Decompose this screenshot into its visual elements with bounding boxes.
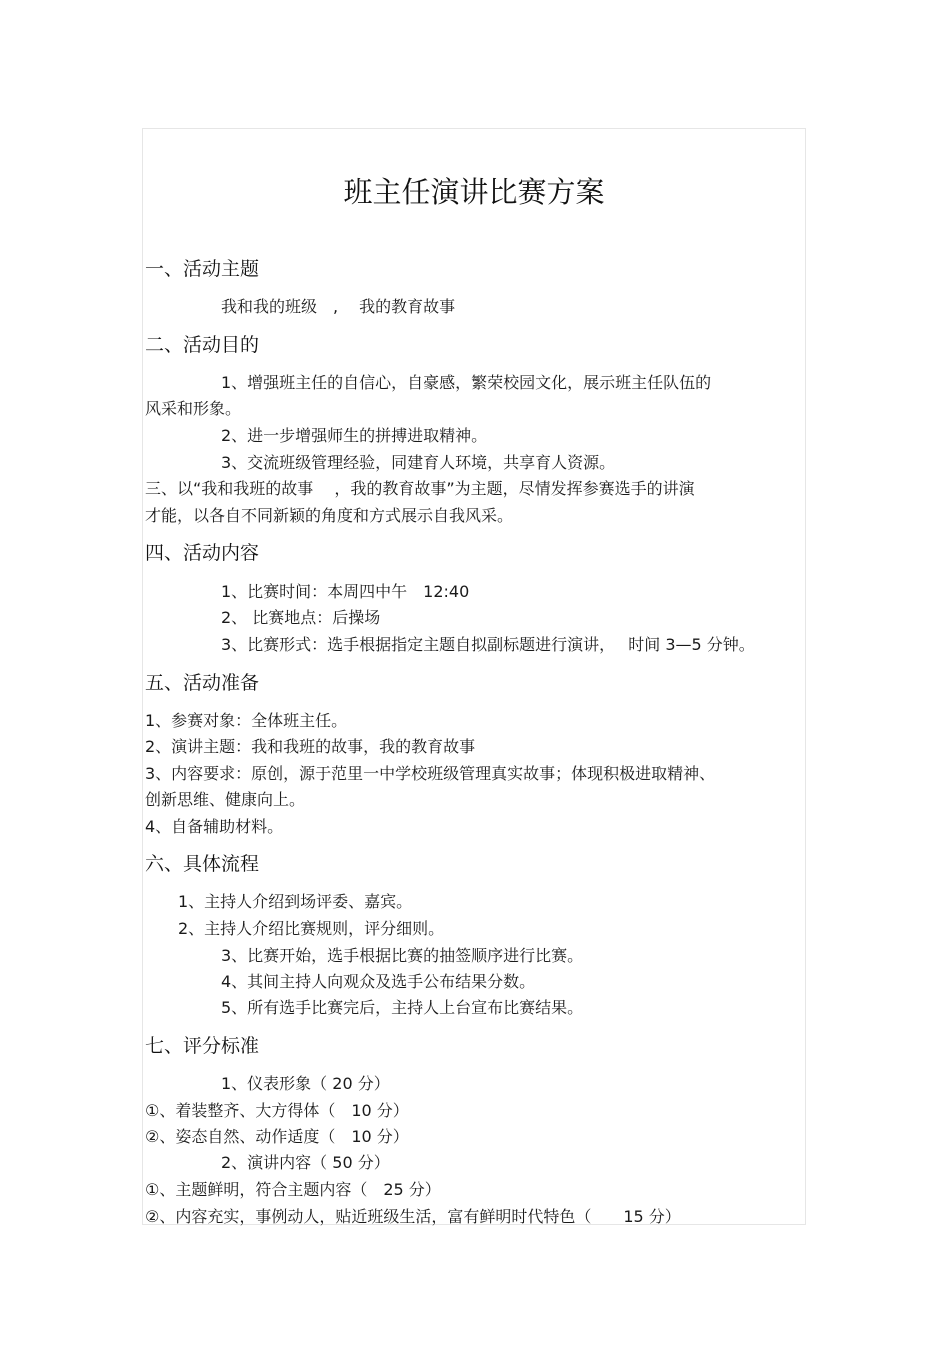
- purpose-line-1: 1、增强班主任的自信心，自豪感，繁荣校园文化，展示班主任队伍的: [221, 373, 712, 392]
- scoring-line-appearance: 1、仪表形象（ 20 分）: [221, 1074, 390, 1093]
- scoring-line-speech-1: ①、主题鲜明，符合主题内容（ 25 分）: [145, 1180, 441, 1199]
- scoring-line-speech-2: ②、内容充实，事例动人，贴近班级生活，富有鲜明时代特色（ 15 分）: [145, 1207, 681, 1226]
- preparation-line-1: 1、参赛对象：全体班主任。: [145, 711, 348, 730]
- section-heading-preparation: 五、活动准备: [145, 672, 260, 694]
- document-title: 班主任演讲比赛方案: [343, 175, 605, 209]
- procedure-line-1: 1、主持人介绍到场评委、嘉宾。: [178, 892, 413, 911]
- preparation-line-4: 4、自备辅助材料。: [145, 817, 284, 836]
- section-heading-theme: 一、活动主题: [145, 258, 260, 280]
- procedure-line-3: 3、比赛开始，选手根据比赛的抽签顺序进行比赛。: [221, 946, 584, 965]
- preparation-line-2: 2、演讲主题：我和我班的故事，我的教育故事: [145, 737, 476, 756]
- purpose-line-2: 2、进一步增强师生的拼搏进取精神。: [221, 426, 488, 445]
- scoring-line-appearance-1: ①、着装整齐、大方得体（ 10 分）: [145, 1101, 409, 1120]
- preparation-line-3-cont: 创新思维、健康向上。: [145, 790, 306, 809]
- purpose-line-1-cont: 风采和形象。: [145, 399, 242, 418]
- section-three-line-2: 才能，以各自不同新颖的角度和方式展示自我风采。: [145, 506, 514, 525]
- procedure-line-4: 4、其间主持人向观众及选手公布结果分数。: [221, 972, 536, 991]
- section-heading-purpose: 二、活动目的: [145, 334, 260, 356]
- section-heading-procedure: 六、具体流程: [145, 853, 260, 875]
- content-line-format: 3、比赛形式：选手根据指定主题自拟副标题进行演讲， 时间 3—5 分钟。: [221, 635, 755, 654]
- section-three-line-1: 三、以“我和我班的故事 ，我的教育故事”为主题，尽情发挥参赛选手的讲演: [145, 479, 695, 498]
- content-line-location: 2、 比赛地点：后操场: [221, 608, 381, 627]
- scoring-line-appearance-2: ②、姿态自然、动作适度（ 10 分）: [145, 1127, 409, 1146]
- section-heading-scoring: 七、评分标准: [145, 1035, 260, 1057]
- scoring-line-speech: 2、演讲内容（ 50 分）: [221, 1153, 390, 1172]
- section-heading-content: 四、活动内容: [145, 542, 260, 564]
- content-line-time: 1、比赛时间：本周四中午 12:40: [221, 582, 470, 601]
- theme-line: 我和我的班级 , 我的教育故事: [221, 297, 456, 316]
- preparation-line-3: 3、内容要求：原创，源于范里一中学校班级管理真实故事；体现积极进取精神、: [145, 764, 716, 783]
- procedure-line-5: 5、所有选手比赛完后，主持人上台宣布比赛结果。: [221, 998, 584, 1017]
- purpose-line-3: 3、交流班级管理经验，同建育人环境，共享育人资源。: [221, 453, 616, 472]
- procedure-line-2: 2、主持人介绍比赛规则，评分细则。: [178, 919, 445, 938]
